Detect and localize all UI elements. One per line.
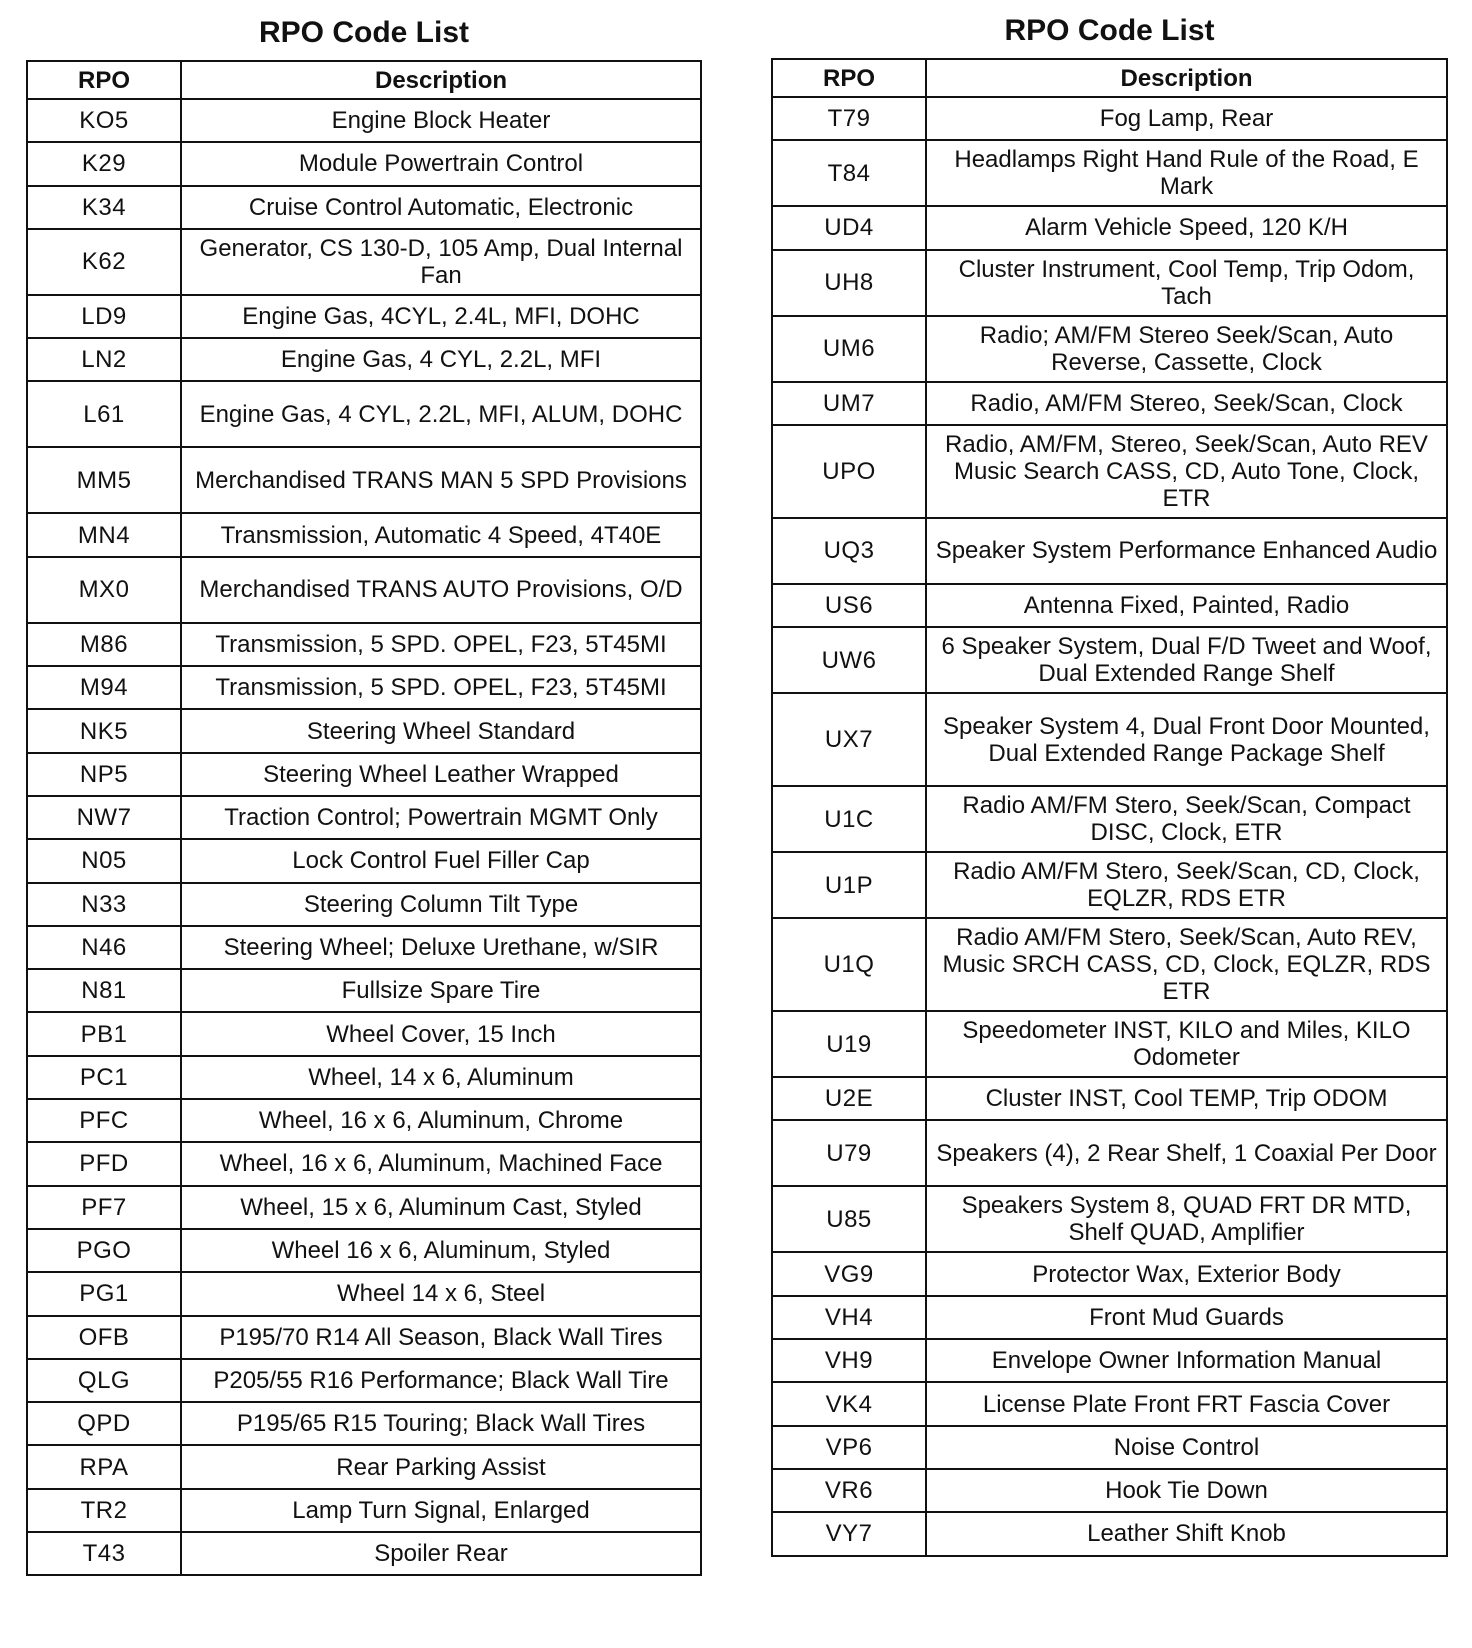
table-row xyxy=(27,623,701,666)
rpo-code-cell: MM5 xyxy=(27,447,181,513)
table-row xyxy=(772,1252,1447,1295)
table-row xyxy=(27,666,701,709)
rpo-description-cell: P195/70 R14 All Season, Black Wall Tires xyxy=(181,1316,701,1359)
table-row xyxy=(27,229,701,295)
table-row xyxy=(772,584,1447,627)
rpo-code-cell: NK5 xyxy=(27,709,181,752)
rpo-code-cell: U1Q xyxy=(772,918,926,1011)
table-row xyxy=(27,1056,701,1099)
right-rpo-table xyxy=(771,58,1448,1557)
table-row xyxy=(27,99,701,142)
rpo-code-cell: T79 xyxy=(772,97,926,140)
table-row xyxy=(27,1099,701,1142)
rpo-description-cell: Wheel, 14 x 6, Aluminum xyxy=(181,1056,701,1099)
rpo-code-cell: K34 xyxy=(27,186,181,229)
rpo-description-cell: Speakers System 8, QUAD FRT DR MTD, Shelf QUAD, Amplifier xyxy=(926,1186,1447,1252)
table-row xyxy=(27,1402,701,1445)
rpo-description-cell: Alarm Vehicle Speed, 120 K/H xyxy=(926,206,1447,249)
rpo-description-cell: Radio, AM/FM Stereo, Seek/Scan, Clock xyxy=(926,382,1447,425)
rpo-description-cell: Engine Gas, 4 CYL, 2.2L, MFI, ALUM, DOHC xyxy=(181,381,701,447)
rpo-description-cell: Speakers (4), 2 Rear Shelf, 1 Coaxial Per Door xyxy=(926,1120,1447,1186)
rpo-code-cell: N33 xyxy=(27,883,181,926)
rpo-description-cell: Module Powertrain Control xyxy=(181,142,701,185)
rpo-code-cell: U1P xyxy=(772,852,926,918)
table-row xyxy=(772,250,1447,316)
rpo-description-cell: Wheel, 15 x 6, Aluminum Cast, Styled xyxy=(181,1186,701,1229)
rpo-description-cell: Spoiler Rear xyxy=(181,1532,701,1575)
rpo-code-cell: UD4 xyxy=(772,206,926,249)
rpo-code-cell: MX0 xyxy=(27,557,181,623)
rpo-code-cell: UPO xyxy=(772,425,926,518)
rpo-description-cell: Speedometer INST, KILO and Miles, KILO Odometer xyxy=(926,1011,1447,1077)
rpo-code-cell: UH8 xyxy=(772,250,926,316)
rpo-code-cell: QPD xyxy=(27,1402,181,1445)
table-row xyxy=(772,425,1447,518)
rpo-description-cell: Wheel 16 x 6, Aluminum, Styled xyxy=(181,1229,701,1272)
table-row xyxy=(772,1469,1447,1512)
rpo-code-cell: PFC xyxy=(27,1099,181,1142)
rpo-description-cell: Fullsize Spare Tire xyxy=(181,969,701,1012)
left-header-row xyxy=(27,61,701,99)
rpo-description-cell: Transmission, 5 SPD. OPEL, F23, 5T45MI xyxy=(181,623,701,666)
table-row xyxy=(27,557,701,623)
rpo-code-cell: UM7 xyxy=(772,382,926,425)
rpo-code-cell: U2E xyxy=(772,1077,926,1120)
rpo-code-cell: NP5 xyxy=(27,753,181,796)
rpo-description-cell: Engine Gas, 4CYL, 2.4L, MFI, DOHC xyxy=(181,295,701,338)
rpo-description-cell: Rear Parking Assist xyxy=(181,1445,701,1488)
table-row xyxy=(772,382,1447,425)
table-row xyxy=(27,1359,701,1402)
table-row xyxy=(27,1489,701,1532)
rpo-description-cell: Front Mud Guards xyxy=(926,1296,1447,1339)
rpo-code-cell: UQ3 xyxy=(772,518,926,584)
rpo-code-cell: PFD xyxy=(27,1142,181,1185)
rpo-code-cell: OFB xyxy=(27,1316,181,1359)
right-header-rpo: RPO xyxy=(772,59,926,97)
left-panel xyxy=(26,14,702,1576)
rpo-code-cell: VP6 xyxy=(772,1426,926,1469)
table-row xyxy=(27,1532,701,1575)
rpo-code-cell: VG9 xyxy=(772,1252,926,1295)
rpo-code-cell: T84 xyxy=(772,140,926,206)
table-row xyxy=(27,839,701,882)
table-row xyxy=(27,1186,701,1229)
table-row xyxy=(772,1011,1447,1077)
left-header-description: Description xyxy=(181,61,701,99)
rpo-code-cell: UX7 xyxy=(772,693,926,786)
table-row xyxy=(27,1445,701,1488)
rpo-description-cell: Steering Wheel; Deluxe Urethane, w/SIR xyxy=(181,926,701,969)
rpo-code-cell: U79 xyxy=(772,1120,926,1186)
table-row xyxy=(772,518,1447,584)
rpo-code-cell: PG1 xyxy=(27,1272,181,1315)
rpo-description-cell: Steering Wheel Leather Wrapped xyxy=(181,753,701,796)
table-row xyxy=(772,918,1447,1011)
rpo-code-cell: MN4 xyxy=(27,513,181,556)
rpo-code-cell: L61 xyxy=(27,381,181,447)
rpo-code-cell: VH4 xyxy=(772,1296,926,1339)
rpo-description-cell: Envelope Owner Information Manual xyxy=(926,1339,1447,1382)
rpo-description-cell: P205/55 R16 Performance; Black Wall Tire xyxy=(181,1359,701,1402)
rpo-description-cell: Radio AM/FM Stero, Seek/Scan, Compact DISC, Clock, ETR xyxy=(926,786,1447,852)
rpo-code-cell: VK4 xyxy=(772,1382,926,1425)
right-table-title: RPO Code List xyxy=(1004,14,1215,47)
left-header-rpo: RPO xyxy=(27,61,181,99)
rpo-description-cell: Radio; AM/FM Stereo Seek/Scan, Auto Reverse, Cassette, Clock xyxy=(926,316,1447,382)
rpo-description-cell: Engine Gas, 4 CYL, 2.2L, MFI xyxy=(181,338,701,381)
rpo-code-cell: U1C xyxy=(772,786,926,852)
table-row xyxy=(27,796,701,839)
rpo-code-cell: LD9 xyxy=(27,295,181,338)
rpo-code-cell: PC1 xyxy=(27,1056,181,1099)
rpo-code-cell: U85 xyxy=(772,1186,926,1252)
right-panel xyxy=(771,12,1448,1557)
table-row xyxy=(27,883,701,926)
table-row xyxy=(772,140,1447,206)
rpo-description-cell: Noise Control xyxy=(926,1426,1447,1469)
rpo-description-cell: Wheel, 16 x 6, Aluminum, Machined Face xyxy=(181,1142,701,1185)
table-row xyxy=(27,1012,701,1055)
rpo-description-cell: Steering Column Tilt Type xyxy=(181,883,701,926)
rpo-code-cell: VR6 xyxy=(772,1469,926,1512)
rpo-code-cell: T43 xyxy=(27,1532,181,1575)
rpo-code-cell: M94 xyxy=(27,666,181,709)
table-row xyxy=(27,1229,701,1272)
right-header-description: Description xyxy=(926,59,1447,97)
rpo-description-cell: P195/65 R15 Touring; Black Wall Tires xyxy=(181,1402,701,1445)
rpo-code-cell: VY7 xyxy=(772,1512,926,1555)
rpo-description-cell: Radio AM/FM Stero, Seek/Scan, Auto REV, Music SRCH CASS, CD, Clock, EQLZR, RDS ETR xyxy=(926,918,1447,1011)
rpo-description-cell: Leather Shift Knob xyxy=(926,1512,1447,1555)
right-header-row xyxy=(772,59,1447,97)
rpo-code-cell: US6 xyxy=(772,584,926,627)
table-row xyxy=(27,1316,701,1359)
rpo-description-cell: Transmission, Automatic 4 Speed, 4T40E xyxy=(181,513,701,556)
table-row xyxy=(27,926,701,969)
table-row xyxy=(27,381,701,447)
rpo-description-cell: Speaker System 4, Dual Front Door Mounted, Dual Extended Range Package Shelf xyxy=(926,693,1447,786)
left-table-title: RPO Code List xyxy=(258,16,469,49)
rpo-description-cell: Fog Lamp, Rear xyxy=(926,97,1447,140)
table-row xyxy=(772,97,1447,140)
rpo-code-cell: K62 xyxy=(27,229,181,295)
rpo-code-cell: TR2 xyxy=(27,1489,181,1532)
table-row xyxy=(772,206,1447,249)
rpo-description-cell: Wheel, 16 x 6, Aluminum, Chrome xyxy=(181,1099,701,1142)
rpo-code-cell: NW7 xyxy=(27,796,181,839)
rpo-code-cell: N46 xyxy=(27,926,181,969)
rpo-description-cell: 6 Speaker System, Dual F/D Tweet and Woof, Dual Extended Range Shelf xyxy=(926,627,1447,693)
table-row xyxy=(27,447,701,513)
table-row xyxy=(772,316,1447,382)
table-row xyxy=(27,753,701,796)
rpo-description-cell: Cruise Control Automatic, Electronic xyxy=(181,186,701,229)
rpo-code-cell: VH9 xyxy=(772,1339,926,1382)
rpo-code-cell: UM6 xyxy=(772,316,926,382)
rpo-description-cell: Lamp Turn Signal, Enlarged xyxy=(181,1489,701,1532)
rpo-description-cell: Headlamps Right Hand Rule of the Road, E Mark xyxy=(926,140,1447,206)
rpo-code-cell: KO5 xyxy=(27,99,181,142)
rpo-description-cell: Hook Tie Down xyxy=(926,1469,1447,1512)
table-row xyxy=(772,1186,1447,1252)
table-row xyxy=(27,142,701,185)
table-row xyxy=(772,693,1447,786)
table-row xyxy=(772,1120,1447,1186)
rpo-description-cell: Radio AM/FM Stero, Seek/Scan, CD, Clock, EQLZR, RDS ETR xyxy=(926,852,1447,918)
rpo-description-cell: Traction Control; Powertrain MGMT Only xyxy=(181,796,701,839)
table-row xyxy=(772,1426,1447,1469)
rpo-code-cell: PF7 xyxy=(27,1186,181,1229)
rpo-description-cell: Lock Control Fuel Filler Cap xyxy=(181,839,701,882)
table-row xyxy=(772,627,1447,693)
rpo-description-cell: Protector Wax, Exterior Body xyxy=(926,1252,1447,1295)
table-row xyxy=(772,786,1447,852)
rpo-code-cell: QLG xyxy=(27,1359,181,1402)
table-row xyxy=(27,969,701,1012)
rpo-description-cell: Merchandised TRANS MAN 5 SPD Provisions xyxy=(181,447,701,513)
rpo-description-cell: Antenna Fixed, Painted, Radio xyxy=(926,584,1447,627)
rpo-description-cell: Merchandised TRANS AUTO Provisions, O/D xyxy=(181,557,701,623)
table-row xyxy=(27,709,701,752)
left-rpo-table xyxy=(26,60,702,1576)
rpo-description-cell: Cluster Instrument, Cool Temp, Trip Odom, Tach xyxy=(926,250,1447,316)
rpo-code-cell: RPA xyxy=(27,1445,181,1488)
rpo-description-cell: Speaker System Performance Enhanced Audio xyxy=(926,518,1447,584)
rpo-description-cell: Wheel 14 x 6, Steel xyxy=(181,1272,701,1315)
table-row xyxy=(772,1077,1447,1120)
rpo-description-cell: Radio, AM/FM, Stereo, Seek/Scan, Auto REV Music Search CASS, CD, Auto Tone, Clock, ETR xyxy=(926,425,1447,518)
rpo-code-cell: U19 xyxy=(772,1011,926,1077)
rpo-code-cell: K29 xyxy=(27,142,181,185)
rpo-description-cell: Engine Block Heater xyxy=(181,99,701,142)
table-row xyxy=(27,513,701,556)
table-row xyxy=(772,1339,1447,1382)
table-row xyxy=(772,1512,1447,1555)
rpo-description-cell: Cluster INST, Cool TEMP, Trip ODOM xyxy=(926,1077,1447,1120)
rpo-code-cell: M86 xyxy=(27,623,181,666)
rpo-code-cell: PB1 xyxy=(27,1012,181,1055)
rpo-code-cell: LN2 xyxy=(27,338,181,381)
rpo-code-cell: N05 xyxy=(27,839,181,882)
table-row xyxy=(27,338,701,381)
rpo-description-cell: Transmission, 5 SPD. OPEL, F23, 5T45MI xyxy=(181,666,701,709)
rpo-code-cell: PGO xyxy=(27,1229,181,1272)
rpo-code-cell: N81 xyxy=(27,969,181,1012)
table-row xyxy=(27,1272,701,1315)
rpo-description-cell: Wheel Cover, 15 Inch xyxy=(181,1012,701,1055)
rpo-description-cell: Steering Wheel Standard xyxy=(181,709,701,752)
rpo-description-cell: License Plate Front FRT Fascia Cover xyxy=(926,1382,1447,1425)
table-row xyxy=(27,1142,701,1185)
table-row xyxy=(772,1296,1447,1339)
rpo-code-cell: UW6 xyxy=(772,627,926,693)
table-row xyxy=(27,295,701,338)
table-row xyxy=(772,852,1447,918)
rpo-description-cell: Generator, CS 130-D, 105 Amp, Dual Internal Fan xyxy=(181,229,701,295)
table-row xyxy=(772,1382,1447,1425)
table-row xyxy=(27,186,701,229)
